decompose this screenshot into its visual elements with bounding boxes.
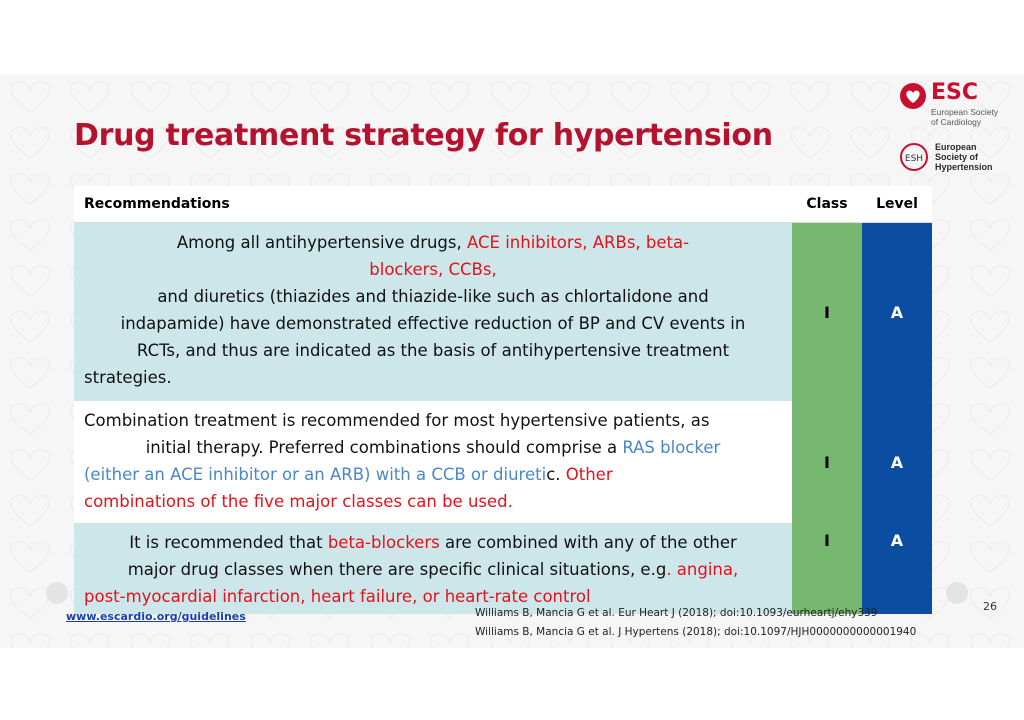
svg-text:ESH: ESH: [904, 154, 924, 164]
level-cell: A: [862, 523, 932, 614]
slide-title: Drug treatment strategy for hypertension: [74, 118, 773, 153]
recommendation-text: It is recommended that beta-blockers are combined with any of the other major drug classes when there are specific clinical situations, e.g. angina, post-myocardial infarction, heart failure, or heart-rate control: [74, 523, 792, 614]
reference-line: Williams B, Mancia G et al. J Hypertens (2018); doi:10.1097/HJH0000000000001940: [475, 626, 917, 638]
footer-guidelines-link[interactable]: www.escardio.org/guidelines: [66, 610, 246, 623]
page-number: 26: [983, 600, 997, 613]
references: [475, 604, 916, 642]
table-header-row: [74, 186, 932, 223]
class-cell: I: [792, 401, 862, 523]
esh-logo-text: European Society of Hypertension: [935, 142, 993, 172]
header-recommendations: Recommendations: [74, 186, 792, 223]
reference-line: Williams B, Mancia G et al. Eur Heart J (2018); doi:10.1093/eurheartj/ehy339: [475, 607, 878, 619]
table-row: [74, 223, 932, 402]
level-cell: A: [862, 223, 932, 402]
esc-logo-name: ESC: [931, 80, 979, 105]
esc-logo: [895, 80, 1015, 132]
slide-nav-dot-left[interactable]: [46, 582, 68, 604]
recommendations-table: [74, 186, 932, 614]
recommendation-text: Combination treatment is recommended for most hypertensive patients, as initial therapy. Preferred combinations should comprise a RAS blocker (either an ACE inhibitor or an ARB) with a CCB or diuretic. Other combinations of the five major classes can be used.: [74, 401, 792, 523]
header-level: Level: [862, 186, 932, 223]
level-cell: A: [862, 401, 932, 523]
table-row: [74, 401, 932, 523]
esh-logo: [897, 140, 1017, 180]
slide-nav-dot-right[interactable]: [946, 582, 968, 604]
class-cell: I: [792, 223, 862, 402]
recommendation-text: Among all antihypertensive drugs, ACE inhibitors, ARBs, beta- blockers, CCBs, and diuretics (thiazides and thiazide-like such as chlortalidone and indapamide) have demonstrated effective reduction of BP and CV events in RCTs, and thus are indicated as the basis of antihypertensive treatment strategies.: [74, 223, 792, 402]
table-row: [74, 523, 932, 614]
esh-mark-icon: [899, 142, 929, 172]
class-cell: I: [792, 523, 862, 614]
header-class: Class: [792, 186, 862, 223]
esc-heart-icon: [899, 82, 927, 110]
esc-logo-subtitle: European Society of Cardiology: [931, 107, 999, 127]
